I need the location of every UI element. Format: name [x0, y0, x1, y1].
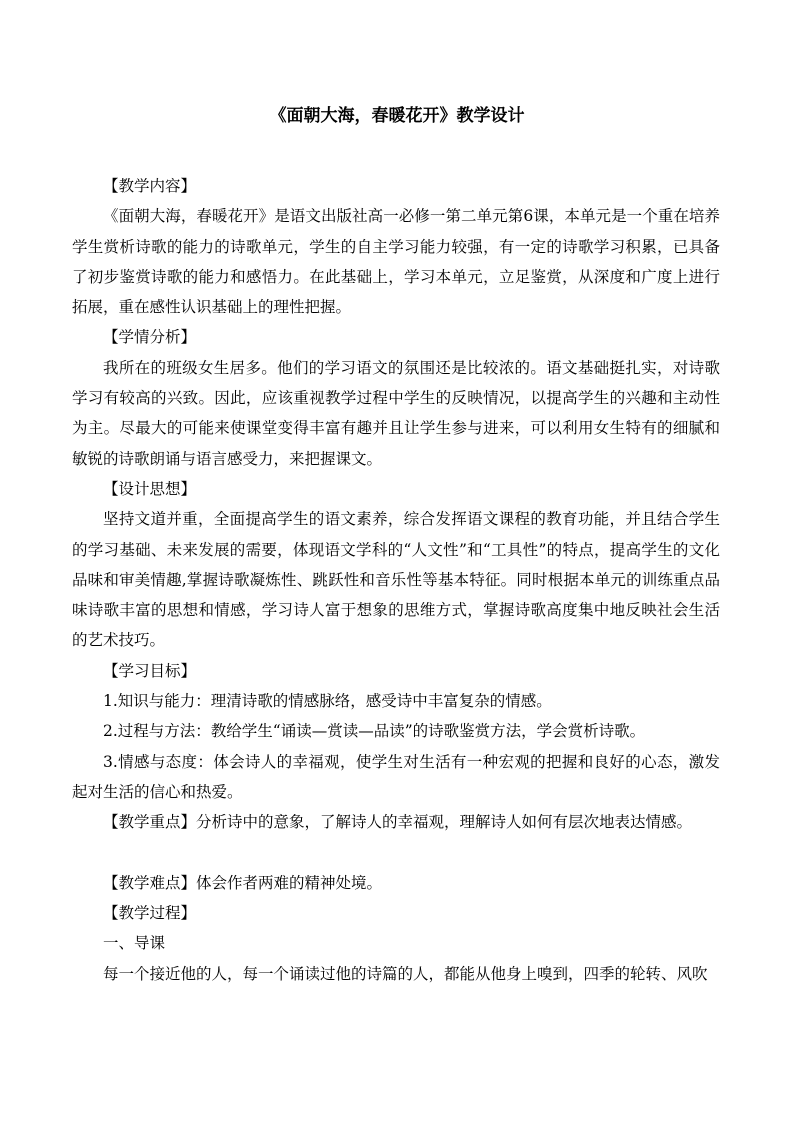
- section-heading-learning-goals: 【学习目标】: [103, 661, 197, 680]
- paragraph-teaching-content: 《面朝大海，春暖花开》是语文出版社高一必修一第二单元第6课，本单元是一个重在培养学生赏析诗歌的能力的诗歌单元，学生的自主学习能力较强，有一定的诗歌学习积累，已具备了初步鉴赏诗歌的能力和感悟力。在此基础上，学习本单元，立足鉴赏，从深度和广度上进行拓展，重在感性认识基础上的理性把握。: [72, 207, 720, 317]
- paragraph-student-analysis: 我所在的班级女生居多。他们的学习语文的氛围还是比较浓的。语文基础挺扎实，对诗歌学习有较高的兴致。因此，应该重视教学过程中学生的反映情况，以提高学生的兴趣和主动性为主。尽最大的可能来使课堂变得丰富有趣并且让学生参与进来，可以利用女生特有的细腻和敏锐的诗歌朗诵与语言感受力，来把握课文。: [72, 358, 720, 468]
- section-heading-student-analysis: 【学情分析】: [103, 328, 197, 347]
- blank-line: [72, 838, 720, 868]
- document-body: [72, 171, 720, 989]
- subheading-introduction: 一、导课: [103, 934, 166, 953]
- list-item-goal-3: 3.情感与态度：体会诗人的幸福观，使学生对生活有一种宏观的把握和良好的心态，激发起对生活的信心和热爱。: [72, 752, 720, 801]
- section-heading-teaching-content: 【教学内容】: [103, 177, 197, 195]
- section-heading-teaching-process: 【教学过程】: [103, 904, 197, 923]
- document-title: 《面朝大海，春暖花开》教学设计: [269, 106, 525, 126]
- section-heading-design-idea: 【设计思想】: [103, 479, 197, 498]
- paragraph-design-idea: 坚持文道并重，全面提高学生的语文素养，综合发挥语文课程的教育功能，并且结合学生的学习基础、未来发展的需要，体现语文学科的“人文性”和“工具性”的特点，提高学生的文化品味和审美情趣,掌握诗歌凝炼性、跳跃性和音乐性等基本特征。同时根据本单元的训练重点品味诗歌丰富的思想和情感，学习诗人富于想象的思维方式，掌握诗歌高度集中地反映社会生活的艺术技巧。: [72, 510, 720, 650]
- paragraph-difficulties: 【教学难点】体会作者两难的精神处境。: [103, 873, 383, 892]
- list-item-goal-2: 2.过程与方法：教给学生“诵读—赏读—品读”的诗歌鉴赏方法，学会赏析诗歌。: [103, 722, 646, 741]
- list-item-goal-1: 1.知识与能力：理清诗歌的情感脉络，感受诗中丰富复杂的情感。: [103, 692, 552, 711]
- paragraph-key-points: 【教学重点】分析诗中的意象，了解诗人的幸福观，理解诗人如何有层次地表达情感。: [103, 813, 693, 832]
- paragraph-introduction: 每一个接近他的人，每一个诵读过他的诗篇的人，都能从他身上嗅到，四季的轮转、风吹: [103, 964, 708, 983]
